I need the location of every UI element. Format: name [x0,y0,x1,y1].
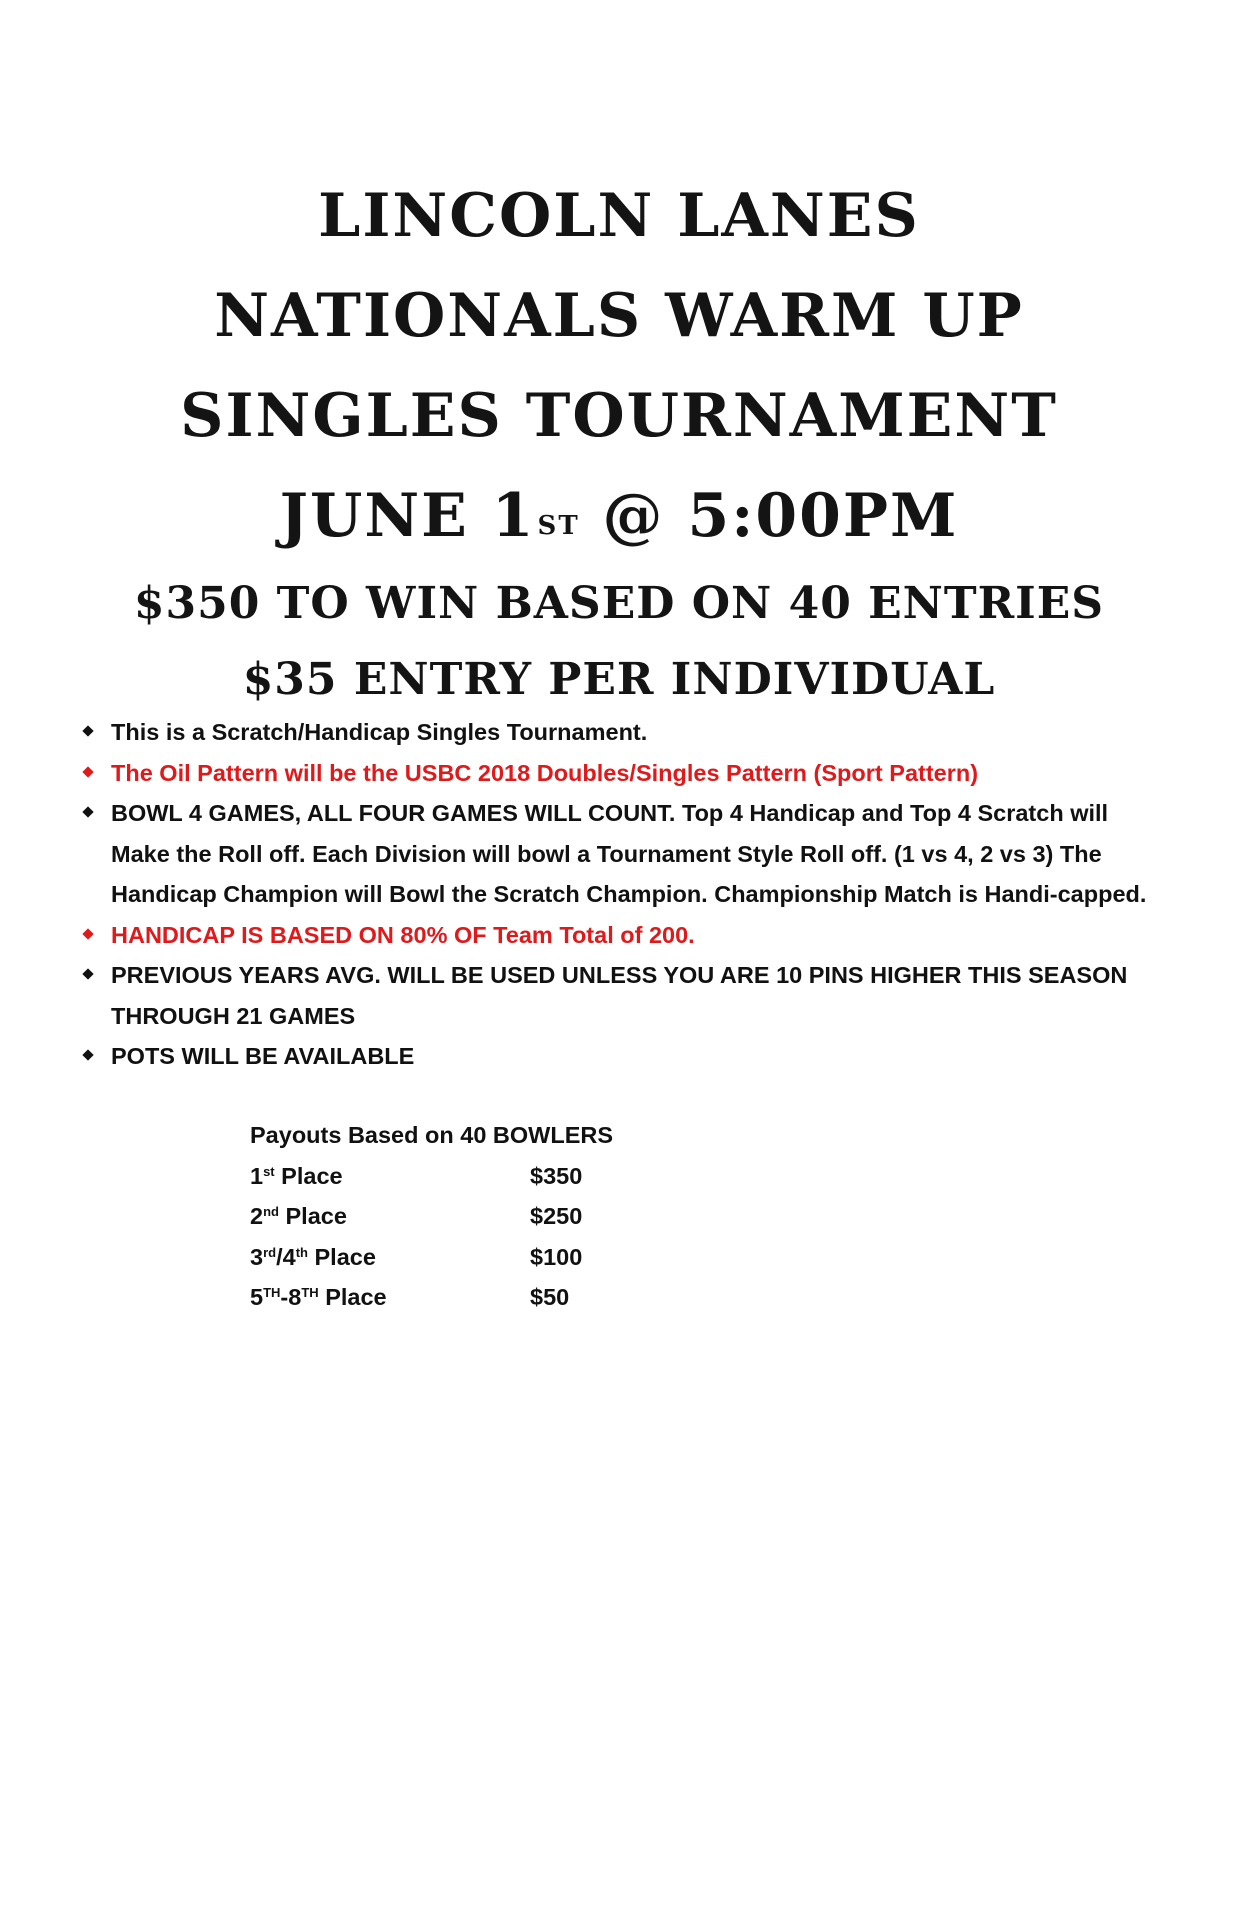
payout-place [250,1277,387,1318]
rule-item-text: BOWL 4 GAMES, ALL FOUR GAMES WILL COUNT. Top 4 Handicap and Top 4 Scratch will Make the Roll off. Each Division will bowl a Tournament Style Roll off. (1 vs 4, 2 vs 3) The Handicap Champion will Bowl the Scratch Champion. Championship Match is Handi-capped. [111,800,1147,907]
rule-item-games [80,793,1160,915]
payout-amount: $250 [530,1203,583,1229]
rule-item-pots [80,1036,1160,1077]
payout-row [250,1237,750,1278]
rule-item-handicap [80,915,1160,956]
place-word: Place [307,1243,376,1270]
payout-heading: Payouts Based on 40 BOWLERS [250,1122,614,1148]
rule-item-text: This is a Scratch/Handicap Singles Tournament. [111,719,648,745]
rules-list [80,712,1160,1077]
rule-item-text: The Oil Pattern will be the USBC 2018 Doubles/Singles Pattern (Sport Pattern) [111,759,979,786]
rule-item-oil-pattern [80,753,1160,794]
diamond-bullet-icon [82,806,93,817]
place-number: 2 [250,1203,264,1229]
diamond-bullet-icon [82,928,93,939]
flyer-headline [0,166,1238,718]
place-number: 1 [250,1162,264,1189]
headline-date-suffix: ST [537,511,580,541]
place-suffix: st [263,1163,275,1179]
payout-row [250,1277,750,1318]
diamond-bullet-icon [82,1049,93,1060]
headline-prize-line: $350 TO WIN BASED ON 40 ENTRIES [133,578,1105,629]
headline-date-time: @ 5:00PM [579,481,959,551]
payout-amount: $50 [530,1284,570,1310]
payout-place [250,1237,376,1278]
headline-date-main: JUNE 1 [279,481,536,551]
headline-line-1: LINCOLN LANES [318,181,920,251]
headline-line-2: NATIONALS WARM UP [214,281,1024,351]
place-suffix-second: TH [301,1285,319,1300]
headline-line-3: SINGLES TOURNAMENT [180,381,1058,451]
place-number: 5 [250,1284,264,1310]
rule-item-format [80,712,1160,753]
place-word: Place [274,1162,343,1189]
payout-place [250,1156,343,1197]
rule-item-text: POTS WILL BE AVAILABLE [111,1043,415,1069]
place-number-second: /4 [276,1243,296,1270]
payout-amount: $100 [530,1243,583,1270]
diamond-bullet-icon [82,766,93,777]
place-number: 3 [250,1243,264,1270]
place-suffix: nd [263,1204,279,1219]
rule-item-average [80,955,1160,1036]
rule-item-text: PREVIOUS YEARS AVG. WILL BE USED UNLESS YOU ARE 10 PINS HIGHER THIS SEASON THROUGH 21 GAMES [111,962,1128,1029]
place-number-second: -8 [280,1284,302,1310]
payout-table [250,1115,750,1318]
place-suffix-second: th [295,1244,308,1260]
diamond-bullet-icon [82,725,93,736]
diamond-bullet-icon [82,968,93,979]
payout-amount: $350 [530,1162,583,1189]
payout-row [250,1196,750,1237]
place-suffix: rd [263,1244,277,1260]
rule-item-text: HANDICAP IS BASED ON 80% OF Team Total of 200. [111,921,695,948]
place-word: Place [278,1203,347,1229]
payout-place [250,1196,347,1237]
place-word: Place [318,1284,387,1310]
headline-entry-line: $35 ENTRY PER INDIVIDUAL [242,654,996,705]
payout-row [250,1156,750,1197]
headline-date-line [0,466,1238,566]
place-suffix: TH [263,1285,281,1300]
